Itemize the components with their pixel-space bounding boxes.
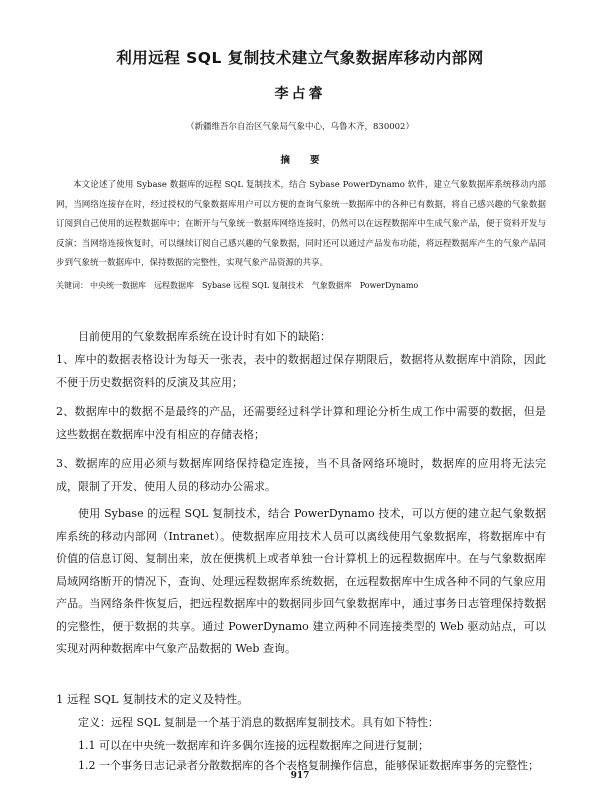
author-affiliation: （新疆维吾尔自治区气象局气象中心，乌鲁木齐，830002） <box>186 122 414 132</box>
main-paragraph: 使用 Sybase 的远程 SQL 复制技术，结合 PowerDynamo 技术，可以方便的建立起气象数据库系统的移动内部网（Intranet）。使数据库应用技术人员可以离线使用气象数据库，将数据库中有价值的信息订阅、复制出来，放在便携机上或者单独一台计算机上的远程数据库中。在与气象数据库局域网络断开的情况下，查询、处理远程数据库系统数据，在远程数据库中生成各种不同的气象应用产品。当网络条件恢复后，把远程数据库中的数据同步回气象数据库中，通过事务日志管理保持数据的完整性，便于数据的共享。通过 PowerDynamo 建立两种不同连接类型的 Web 驱动站点，可以实现对两种数据库中气象产品数据的 Web 查询。 <box>56 507 546 655</box>
defect-item-1: 1、库中的数据表格设计为每天一张表，表中的数据超过保存期限后，数据将从数据库中消除，因此不便于历史数据资料的反演及其应用； <box>56 353 546 389</box>
section-heading: 1 远程 SQL 复制技术的定义及特性。 <box>56 692 249 706</box>
page-number: 917 <box>290 771 310 781</box>
defect-item-2: 2、数据库中的数据不是最终的产品，还需要经过科学计算和理论分析生成工作中需要的数据，但是这些数据在数据库中没有相应的存储表格； <box>56 405 546 441</box>
paper-title: 利用远程 SQL 复制技术建立气象数据库移动内部网 <box>116 49 484 67</box>
keywords-line <box>56 280 546 291</box>
abstract-heading: 摘要 <box>280 155 340 166</box>
abstract-text: 本文论述了使用 Sybase 数据库的远程 SQL 复制技术，结合 Sybase PowerDynamo 软件，建立气象数据库系统移动内部网，当网络连接存在时，经过授权的气象数据库用户可以方便的查询气象统一数据库中的各种已有数据，将自己感兴趣的气象数据订阅到自己使用的远程数据库中；在断开与气象统一数据库网络连接时，仍然可以在远程数据库中生成气象产品，便于资料开发与反演；当网络连接恢复时，可以继续订阅自己感兴趣的气象数据，同时还可以通过产品发布功能，将远程数据库产生的气象产品同步到气象统一数据库中，保持数据的完整性，实现气象产品资源的共享。 <box>56 180 546 268</box>
feature-item-2: 1.2 一个事务日志记录者分散数据库的各个表格复制操作信息，能够保证数据库事务的完整性； <box>78 759 539 772</box>
author-name: 李占睿 <box>274 86 326 102</box>
feature-item-1: 1.1 可以在中央统一数据库和许多偶尔连接的远程数据库之间进行复制； <box>78 739 429 752</box>
definition-line: 定义：远程 SQL 复制是一个基于消息的数据库复制技术。具有如下特性： <box>78 716 439 729</box>
keywords-text: 中央统一数据库 远程数据库 Sybase 远程 SQL 复制技术 气象数据库 PowerDynamo <box>90 281 419 290</box>
intro-lead: 目前使用的气象数据库系统在设计时有如下的缺陷： <box>78 330 331 343</box>
defect-item-3: 3、数据库的应用必须与数据库网络保持稳定连接，当不具备网络环境时，数据库的应用将无法完成，限制了开发、使用人员的移动办公需求。 <box>56 457 546 493</box>
keywords-label: 关键词： <box>56 281 88 290</box>
